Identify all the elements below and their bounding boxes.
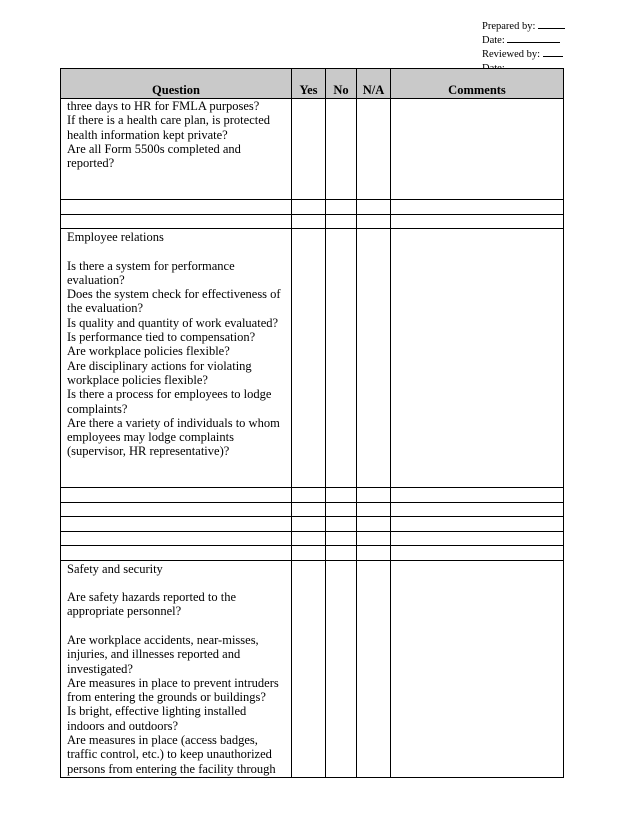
table-row [61,488,564,503]
question-cell[interactable] [61,546,292,561]
table-row [61,214,564,229]
no-cell[interactable] [326,229,357,488]
date-label-1: Date: [482,35,505,46]
comments-cell[interactable] [391,214,564,229]
question-cell [61,99,292,200]
yes-cell[interactable] [292,488,326,503]
comments-cell[interactable] [391,560,564,777]
na-cell[interactable] [357,517,391,532]
yes-cell[interactable] [292,99,326,200]
table-row [61,229,564,488]
col-question: Question [61,69,292,99]
na-cell[interactable] [357,502,391,517]
checklist-table [60,68,564,778]
table-row [61,531,564,546]
no-cell[interactable] [326,214,357,229]
na-cell[interactable] [357,546,391,561]
reviewed-by-line [543,47,563,57]
no-cell[interactable] [326,546,357,561]
na-cell[interactable] [357,488,391,503]
comments-cell[interactable] [391,502,564,517]
comments-cell[interactable] [391,517,564,532]
col-yes: Yes [292,69,326,99]
no-cell[interactable] [326,517,357,532]
table-row [61,502,564,517]
table-row [61,560,564,777]
question-cell[interactable] [61,517,292,532]
na-cell[interactable] [357,560,391,777]
question-cell[interactable] [61,200,292,215]
prepared-by-line [538,19,565,29]
question-cell[interactable] [61,488,292,503]
reviewed-by-field[interactable] [482,47,565,61]
employee-relations-text: Employee relations Is there a system for performance evaluation? Does the system check for effectiveness of the evaluation? Is quality and quantity of work evaluated? Is performance tied to compensation? Are workplace policies flexible? Are disciplinary actions for violating workplace policies flexible? Is there a process for employees to lodge complaints? Are there a variety of individuals to whom employees may lodge complaints (supervisor, HR representative)? [67,230,281,459]
yes-cell[interactable] [292,214,326,229]
prepared-block [482,19,565,75]
yes-cell[interactable] [292,517,326,532]
yes-cell[interactable] [292,502,326,517]
na-cell[interactable] [357,531,391,546]
col-no: No [326,69,357,99]
no-cell[interactable] [326,560,357,777]
table-row [61,99,564,200]
comments-cell[interactable] [391,200,564,215]
na-cell[interactable] [357,214,391,229]
table-row [61,546,564,561]
yes-cell[interactable] [292,229,326,488]
comments-cell[interactable] [391,546,564,561]
comments-cell[interactable] [391,488,564,503]
date-line-1 [507,33,560,43]
header-row [61,69,564,99]
no-cell[interactable] [326,502,357,517]
question-cell[interactable] [61,214,292,229]
na-cell[interactable] [357,200,391,215]
no-cell[interactable] [326,531,357,546]
table-row [61,517,564,532]
comments-cell[interactable] [391,531,564,546]
na-cell[interactable] [357,229,391,488]
prepared-by-field[interactable] [482,19,565,33]
question-cell[interactable] [61,531,292,546]
no-cell[interactable] [326,200,357,215]
comments-cell[interactable] [391,99,564,200]
yes-cell[interactable] [292,200,326,215]
table-row [61,200,564,215]
question-cell [61,560,292,777]
section-top-text: three days to HR for FMLA purposes? If there is a health care plan, is protected health information kept private? Are all Form 5500s completed and reported? [67,99,271,171]
yes-cell[interactable] [292,546,326,561]
na-cell[interactable] [357,99,391,200]
date-field-1[interactable] [482,33,565,47]
question-cell [61,229,292,488]
question-cell[interactable] [61,502,292,517]
reviewed-by-label: Reviewed by: [482,49,541,60]
comments-cell[interactable] [391,229,564,488]
safety-security-text: Safety and security Are safety hazards reported to the appropriate personnel? Are workplace accidents, near-misses, injuries, and illnesses reported and investigated? Are measures in place to prevent intruders from entering the grounds or buildings? Is bright, effective lighting installed indoors and outdoors? Are measures in place (access badges, traffic control, etc.) to keep unauthorized persons from entering the facility through [67,561,279,776]
col-na: N/A [357,69,391,99]
no-cell[interactable] [326,99,357,200]
yes-cell[interactable] [292,560,326,777]
prepared-by-label: Prepared by: [482,21,536,32]
no-cell[interactable] [326,488,357,503]
yes-cell[interactable] [292,531,326,546]
col-comments: Comments [391,69,564,99]
